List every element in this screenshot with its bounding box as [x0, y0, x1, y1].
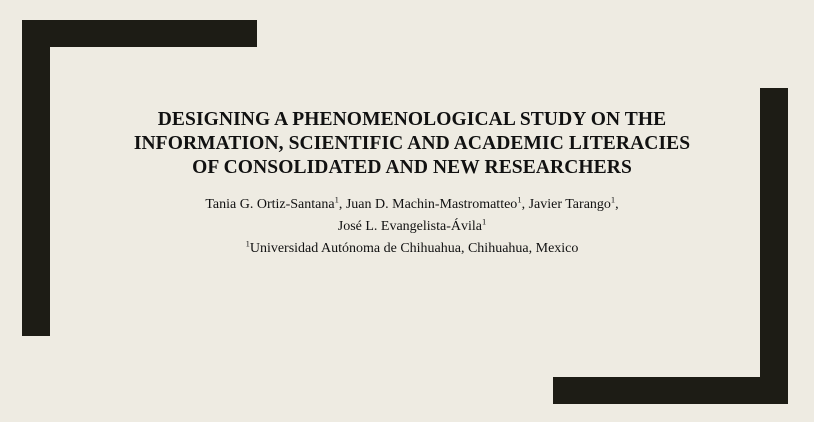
- frame-bottom-right-horizontal-bar: [553, 377, 788, 404]
- affiliation-mark: 1: [245, 238, 250, 249]
- author-name: José L. Evangelista-Ávila: [337, 219, 482, 234]
- slide-content: [110, 108, 714, 260]
- affiliation-text: Universidad Autónoma de Chihuahua, Chihuahua, Mexico: [249, 241, 579, 256]
- author-separator: ,: [521, 197, 529, 212]
- affiliation: [110, 238, 714, 260]
- author-separator: ,: [615, 197, 619, 212]
- author-separator: ,: [338, 197, 346, 212]
- frame-bottom-right-vertical-bar: [760, 88, 788, 404]
- affiliation-mark: 1: [610, 194, 616, 205]
- slide-title: DESIGNING A PHENOMENOLOGICAL STUDY ON THE INFORMATION, SCIENTIFIC AND ACADEMIC LITERACIES OF CONSOLIDATED AND NEW RESEARCHERS: [133, 109, 691, 178]
- frame-top-left-vertical-bar: [22, 20, 50, 336]
- author-list: [192, 194, 632, 238]
- author-name: Tania G. Ortiz-Santana: [205, 197, 335, 212]
- author-name: Juan D. Machin-Mastromatteo: [345, 197, 518, 212]
- affiliation-mark: 1: [482, 216, 487, 227]
- affiliation-mark: 1: [334, 194, 339, 205]
- frame-top-left-horizontal-bar: [22, 20, 257, 47]
- author-name: Javier Tarango: [528, 197, 611, 212]
- affiliation-mark: 1: [517, 194, 522, 205]
